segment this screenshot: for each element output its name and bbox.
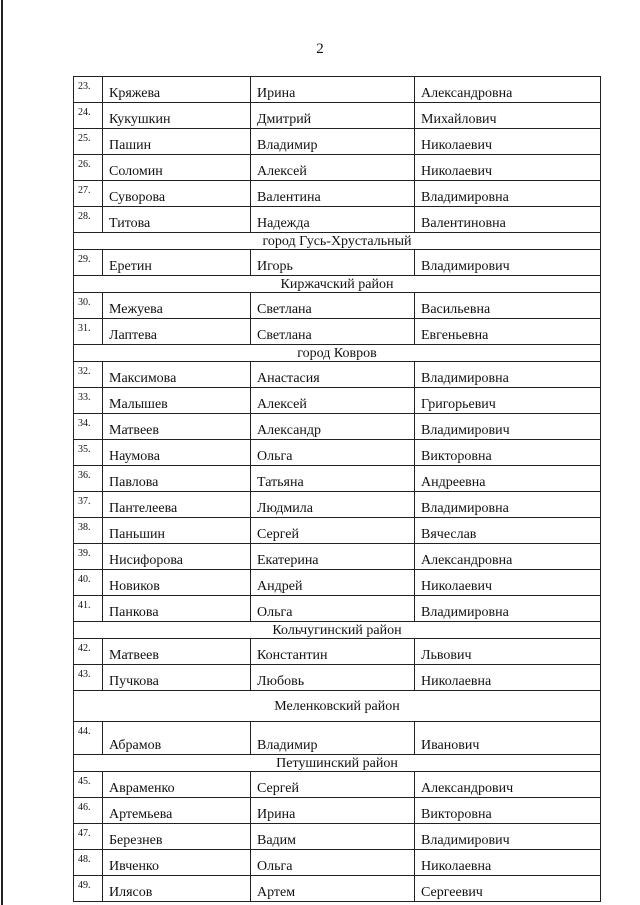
row-number: 46.: [74, 798, 103, 824]
first-name-cell: Татьяна: [251, 466, 415, 492]
patronymic-cell: Николаевич: [415, 570, 601, 596]
table-row: [74, 492, 601, 518]
table-row: [74, 250, 601, 276]
table-row: [74, 596, 601, 622]
patronymic-cell: Сергеевич: [415, 876, 601, 902]
table-row: [74, 798, 601, 824]
group-header-row: [74, 276, 601, 293]
last-name-cell: Панкова: [103, 596, 251, 622]
row-number: 33.: [74, 388, 103, 414]
last-name-cell: Максимова: [103, 362, 251, 388]
patronymic-cell: Михайлович: [415, 103, 601, 129]
patronymic-cell: Владимировна: [415, 492, 601, 518]
last-name-cell: Еретин: [103, 250, 251, 276]
last-name-cell: Илясов: [103, 876, 251, 902]
first-name-cell: Ольга: [251, 596, 415, 622]
patronymic-cell: Владимирович: [415, 414, 601, 440]
table-row: [74, 181, 601, 207]
row-number: 27.: [74, 181, 103, 207]
page-number: 2: [316, 41, 324, 57]
table-row: [74, 722, 601, 755]
row-number: 36.: [74, 466, 103, 492]
row-number: 42.: [74, 639, 103, 665]
table-row: [74, 876, 601, 902]
table-row: [74, 639, 601, 665]
page-edge-line: [1, 0, 3, 905]
first-name-cell: Вадим: [251, 824, 415, 850]
patronymic-cell: Александровна: [415, 544, 601, 570]
patronymic-cell: Владимирович: [415, 824, 601, 850]
table-row: [74, 293, 601, 319]
first-name-cell: Владимир: [251, 722, 415, 755]
last-name-cell: Авраменко: [103, 772, 251, 798]
table-row: [74, 77, 601, 103]
last-name-cell: Ивченко: [103, 850, 251, 876]
table-row: [74, 388, 601, 414]
patronymic-cell: Александрович: [415, 772, 601, 798]
patronymic-cell: Евгеньевна: [415, 319, 601, 345]
patronymic-cell: Викторовна: [415, 440, 601, 466]
row-number: 45.: [74, 772, 103, 798]
first-name-cell: Ольга: [251, 850, 415, 876]
table-row: [74, 850, 601, 876]
last-name-cell: Малышев: [103, 388, 251, 414]
first-name-cell: Надежда: [251, 207, 415, 233]
patronymic-cell: Андреевна: [415, 466, 601, 492]
last-name-cell: Абрамов: [103, 722, 251, 755]
patronymic-cell: Владимирович: [415, 250, 601, 276]
row-number: 24.: [74, 103, 103, 129]
last-name-cell: Пучкова: [103, 665, 251, 691]
last-name-cell: Наумова: [103, 440, 251, 466]
table-row: [74, 772, 601, 798]
table-row: [74, 824, 601, 850]
table-row: [74, 129, 601, 155]
first-name-cell: Екатерина: [251, 544, 415, 570]
row-number: 30.: [74, 293, 103, 319]
patronymic-cell: Викторовна: [415, 798, 601, 824]
last-name-cell: Межуева: [103, 293, 251, 319]
first-name-cell: Светлана: [251, 319, 415, 345]
row-number: 44.: [74, 722, 103, 755]
group-header-row: [74, 691, 601, 722]
last-name-cell: Павлова: [103, 466, 251, 492]
table-row: [74, 440, 601, 466]
patronymic-cell: Валентиновна: [415, 207, 601, 233]
row-number: 47.: [74, 824, 103, 850]
row-number: 32.: [74, 362, 103, 388]
row-number: 31.: [74, 319, 103, 345]
last-name-cell: Матвеев: [103, 639, 251, 665]
row-number: 49.: [74, 876, 103, 902]
row-number: 28.: [74, 207, 103, 233]
table-row: [74, 207, 601, 233]
table-row: [74, 362, 601, 388]
first-name-cell: Алексей: [251, 388, 415, 414]
row-number: 29.: [74, 250, 103, 276]
first-name-cell: Дмитрий: [251, 103, 415, 129]
group-header-row: [74, 233, 601, 250]
group-label: город Ковров: [74, 345, 601, 362]
table-row: [74, 570, 601, 596]
patronymic-cell: Владимировна: [415, 362, 601, 388]
group-label: Кольчугинский район: [74, 622, 601, 639]
row-number: 40.: [74, 570, 103, 596]
group-header-row: [74, 622, 601, 639]
table-row: [74, 319, 601, 345]
last-name-cell: Паньшин: [103, 518, 251, 544]
last-name-cell: Суворова: [103, 181, 251, 207]
patronymic-cell: Николаевич: [415, 155, 601, 181]
last-name-cell: Нисифорова: [103, 544, 251, 570]
first-name-cell: Сергей: [251, 518, 415, 544]
first-name-cell: Александр: [251, 414, 415, 440]
patronymic-cell: Львович: [415, 639, 601, 665]
row-number: 37.: [74, 492, 103, 518]
table-row: [74, 544, 601, 570]
first-name-cell: Алексей: [251, 155, 415, 181]
row-number: 39.: [74, 544, 103, 570]
last-name-cell: Березнев: [103, 824, 251, 850]
group-header-row: [74, 755, 601, 772]
patronymic-cell: Васильевна: [415, 293, 601, 319]
group-label: Петушинский район: [74, 755, 601, 772]
patronymic-cell: Григорьевич: [415, 388, 601, 414]
row-number: 38.: [74, 518, 103, 544]
roster-table: [73, 76, 601, 902]
patronymic-cell: Николаевич: [415, 129, 601, 155]
last-name-cell: Кукушкин: [103, 103, 251, 129]
last-name-cell: Новиков: [103, 570, 251, 596]
first-name-cell: Константин: [251, 639, 415, 665]
row-number: 23.: [74, 77, 103, 103]
group-label: город Гусь-Хрустальный: [74, 233, 601, 250]
last-name-cell: Пантелеева: [103, 492, 251, 518]
patronymic-cell: Николаевна: [415, 850, 601, 876]
first-name-cell: Ирина: [251, 798, 415, 824]
patronymic-cell: Николаевна: [415, 665, 601, 691]
row-number: 48.: [74, 850, 103, 876]
table-row: [74, 103, 601, 129]
first-name-cell: Владимир: [251, 129, 415, 155]
last-name-cell: Лаптева: [103, 319, 251, 345]
patronymic-cell: Владимировна: [415, 596, 601, 622]
group-label: Киржачский район: [74, 276, 601, 293]
group-label: Меленковский район: [74, 691, 601, 722]
first-name-cell: Ольга: [251, 440, 415, 466]
row-number: 35.: [74, 440, 103, 466]
first-name-cell: Сергей: [251, 772, 415, 798]
first-name-cell: Валентина: [251, 181, 415, 207]
roster-body: [74, 77, 601, 902]
first-name-cell: Светлана: [251, 293, 415, 319]
first-name-cell: Анастасия: [251, 362, 415, 388]
group-header-row: [74, 345, 601, 362]
row-number: 34.: [74, 414, 103, 440]
first-name-cell: Любовь: [251, 665, 415, 691]
table-row: [74, 518, 601, 544]
patronymic-cell: Вячеслав: [415, 518, 601, 544]
last-name-cell: Пашин: [103, 129, 251, 155]
last-name-cell: Артемьева: [103, 798, 251, 824]
first-name-cell: Людмила: [251, 492, 415, 518]
row-number: 41.: [74, 596, 103, 622]
last-name-cell: Титова: [103, 207, 251, 233]
first-name-cell: Ирина: [251, 77, 415, 103]
table-row: [74, 665, 601, 691]
table-row: [74, 414, 601, 440]
first-name-cell: Артем: [251, 876, 415, 902]
patronymic-cell: Александровна: [415, 77, 601, 103]
first-name-cell: Андрей: [251, 570, 415, 596]
table-row: [74, 466, 601, 492]
row-number: 43.: [74, 665, 103, 691]
last-name-cell: Матвеев: [103, 414, 251, 440]
patronymic-cell: Владимировна: [415, 181, 601, 207]
last-name-cell: Соломин: [103, 155, 251, 181]
patronymic-cell: Иванович: [415, 722, 601, 755]
row-number: 26.: [74, 155, 103, 181]
first-name-cell: Игорь: [251, 250, 415, 276]
row-number: 25.: [74, 129, 103, 155]
last-name-cell: Кряжева: [103, 77, 251, 103]
table-row: [74, 155, 601, 181]
